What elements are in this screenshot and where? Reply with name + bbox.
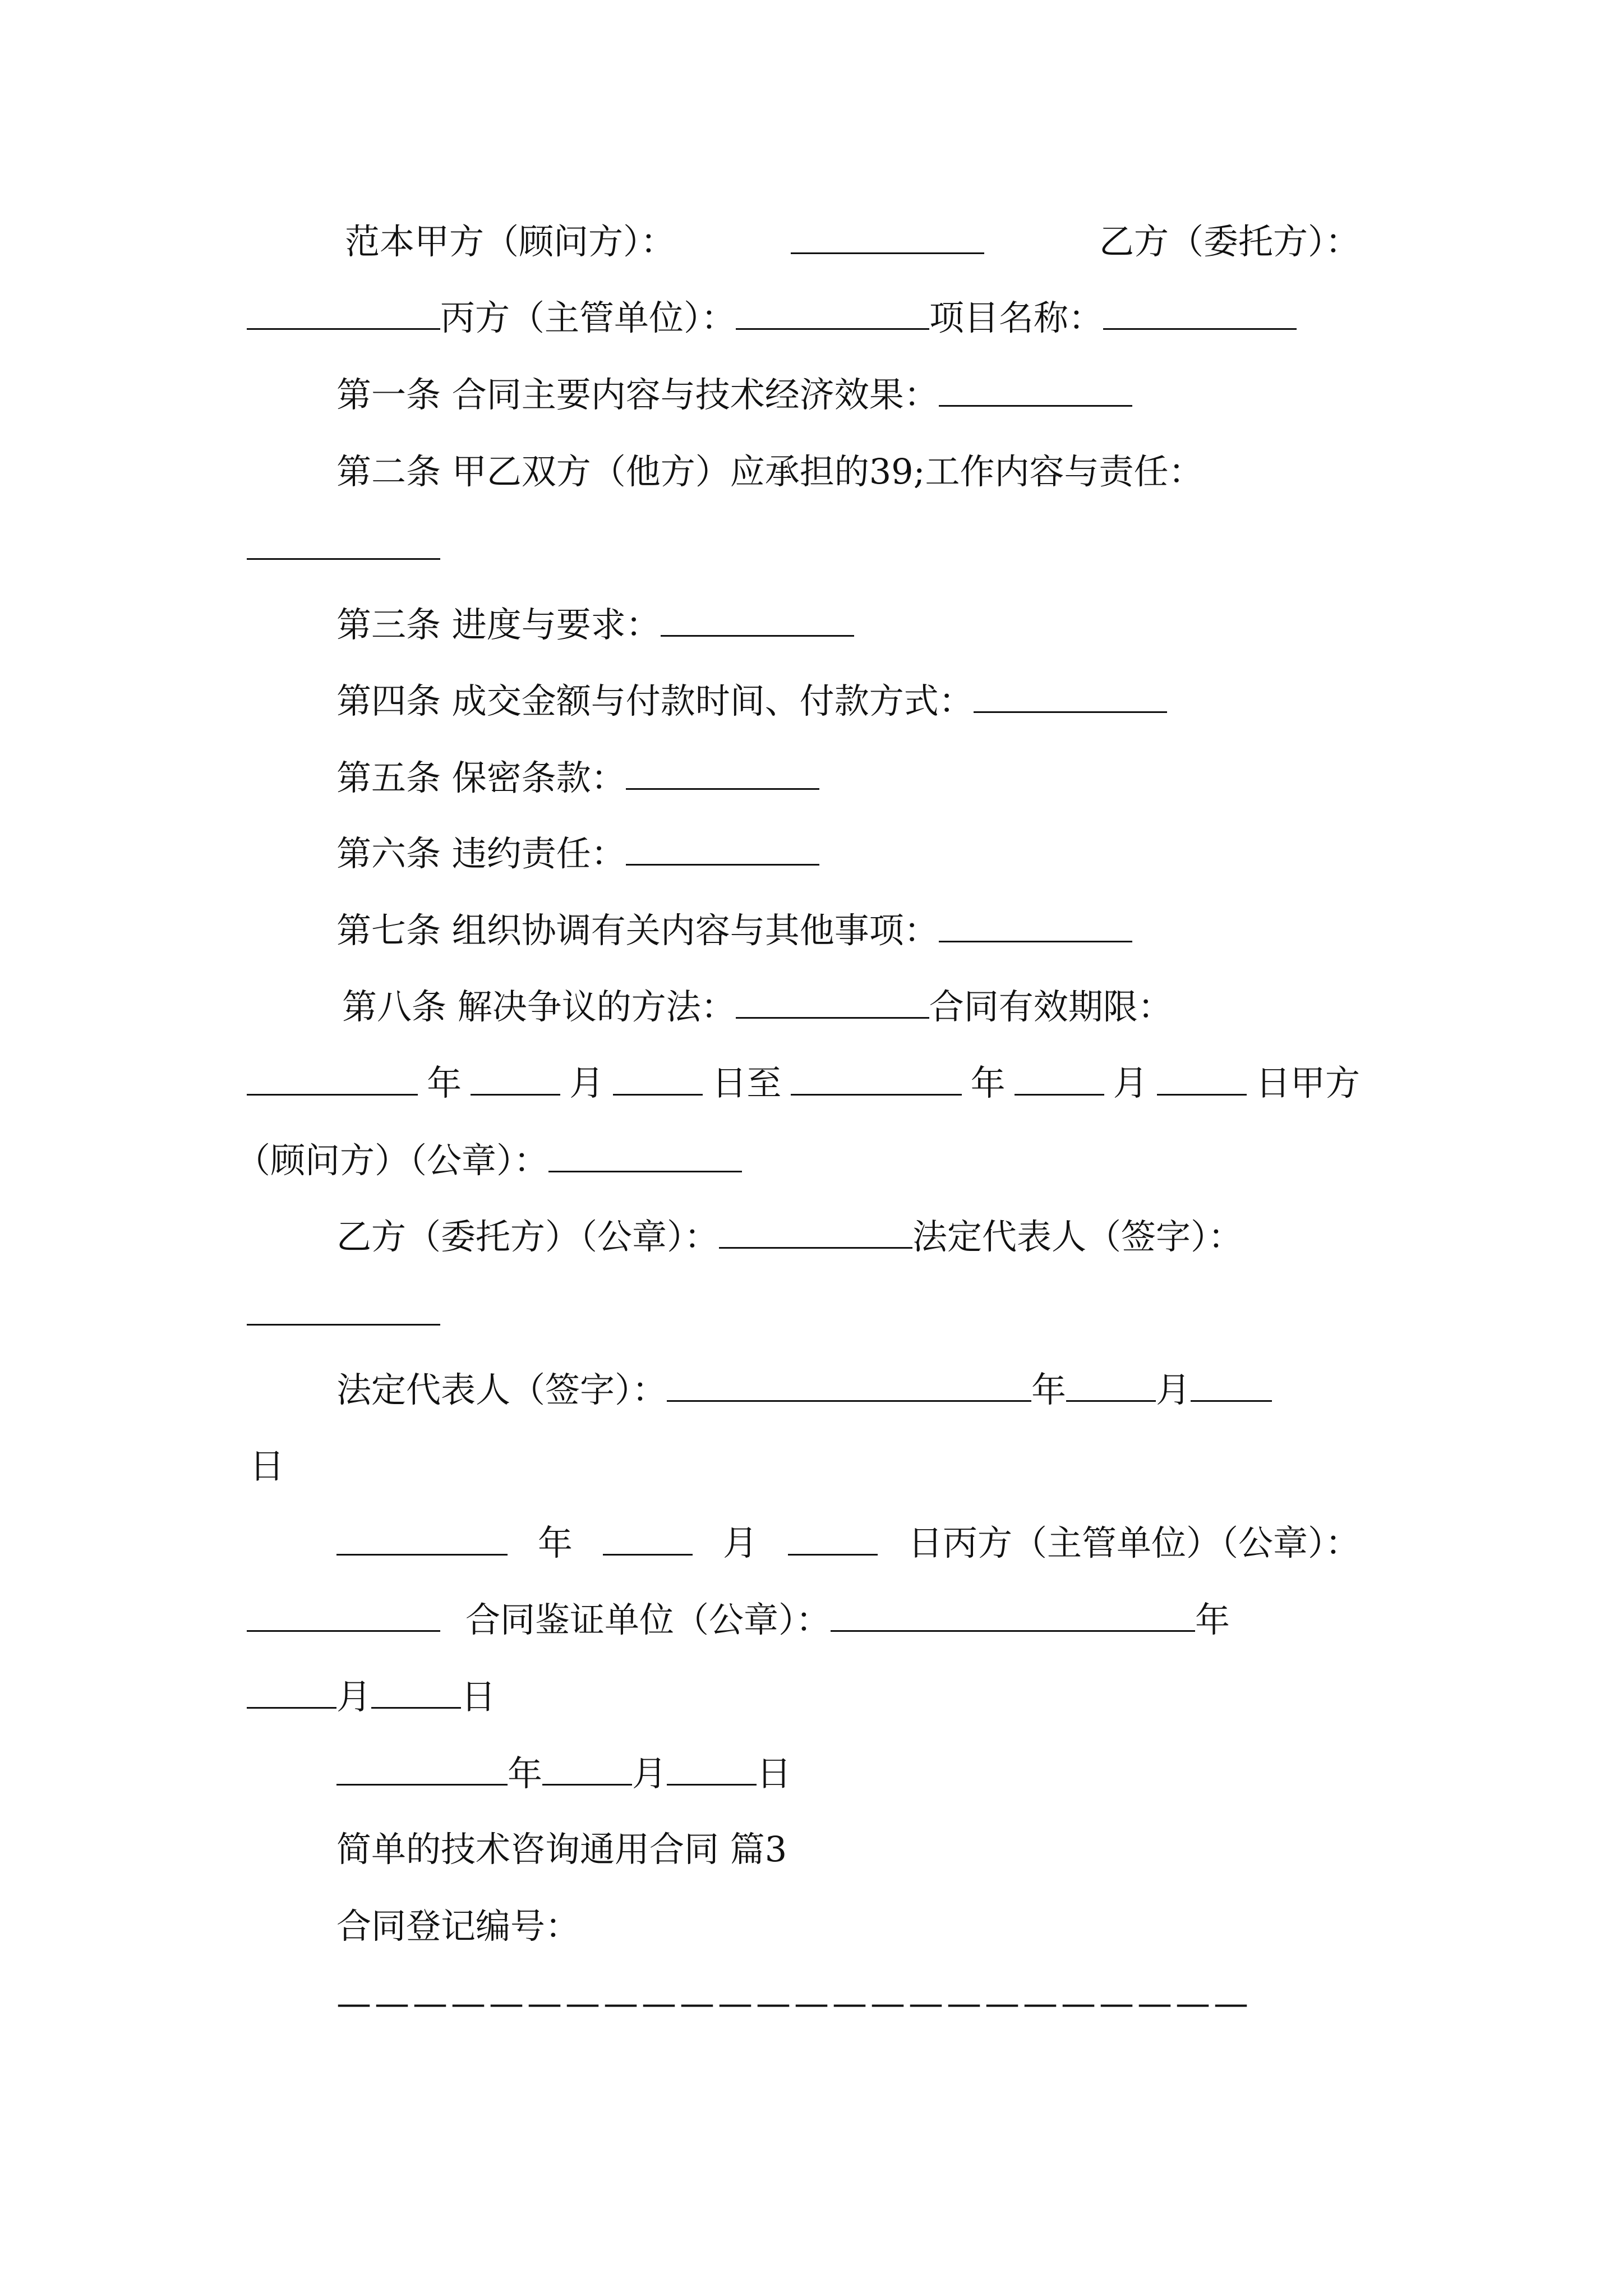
final-date-line — [336, 1753, 792, 1794]
article-7 — [336, 910, 1132, 951]
attestation-day-field[interactable] — [371, 1679, 461, 1709]
article-5 — [336, 757, 819, 798]
article-7-field[interactable] — [939, 913, 1132, 942]
end-day-field[interactable] — [1157, 1066, 1247, 1096]
attestation-month-field[interactable] — [247, 1679, 336, 1709]
article-2-text: 第二条 甲乙双方（他方）应承担的39;工作内容与责任： — [336, 451, 1204, 492]
dash-separator-text: ———————————————————————— — [336, 1986, 1252, 2021]
party-a-field[interactable] — [791, 224, 984, 254]
article-6-text: 第六条 违约责任： — [336, 833, 626, 874]
day-to-label: 日至 — [712, 1062, 782, 1103]
month-label: 月 — [632, 1753, 667, 1794]
day-label: 日 — [757, 1753, 792, 1794]
end-year-field[interactable] — [791, 1066, 962, 1096]
article-1-field[interactable] — [939, 377, 1132, 407]
legal-rep-field-line — [247, 1296, 440, 1331]
month-label: 月 — [569, 1062, 605, 1103]
party-c-field[interactable] — [736, 300, 929, 330]
article-5-field[interactable] — [626, 760, 819, 790]
party-c-label: 丙方（主管单位）： — [440, 297, 736, 338]
article-2 — [336, 451, 1204, 492]
party-b-day-field[interactable] — [788, 1526, 878, 1556]
final-year-field[interactable] — [336, 1756, 508, 1786]
party-b-month-field[interactable] — [603, 1526, 693, 1556]
article-3-field[interactable] — [661, 607, 854, 637]
article-4-text: 第四条 成交金额与付款时间、付款方式： — [336, 680, 974, 721]
party-b-year-field[interactable] — [336, 1526, 508, 1556]
legal-rep-2-field[interactable] — [667, 1372, 1031, 1402]
article-8 — [342, 986, 1173, 1027]
attestation-field[interactable] — [831, 1602, 1195, 1632]
year-label: 年 — [1195, 1599, 1230, 1640]
project-name-field[interactable] — [1103, 300, 1297, 330]
legal-rep-label: 法定代表人（签字）： — [912, 1216, 1243, 1257]
party-a-label: 范本甲方（顾问方）： — [345, 221, 676, 262]
attestation-label: 合同鉴证单位（公章）： — [465, 1599, 831, 1640]
month-label: 月 — [336, 1676, 372, 1717]
final-month-field[interactable] — [542, 1756, 632, 1786]
attestation-line — [247, 1599, 1230, 1640]
start-day-field[interactable] — [613, 1066, 703, 1096]
day-label: 日 — [461, 1676, 496, 1717]
month-label: 月 — [1156, 1369, 1191, 1410]
day-label: 日 — [250, 1446, 285, 1487]
advisor-seal-field[interactable] — [548, 1143, 742, 1172]
supervisor-seal-field[interactable] — [247, 1602, 440, 1632]
client-seal-line — [336, 1216, 1243, 1257]
final-day-field[interactable] — [667, 1756, 757, 1786]
dispute-method-field[interactable] — [736, 989, 929, 1019]
legal-rep-field[interactable] — [247, 1296, 440, 1326]
party-a-line — [345, 221, 1360, 262]
start-year-field[interactable] — [247, 1066, 418, 1096]
section-3-title-text: 简单的技术咨询通用合同 篇3 — [336, 1829, 787, 1870]
article-6 — [336, 833, 819, 874]
article-2-field-line — [247, 530, 440, 565]
month-label: 月 — [722, 1522, 758, 1563]
article-6-field[interactable] — [626, 836, 819, 866]
article-3-text: 第三条 进度与要求： — [336, 604, 661, 645]
sign-day-field[interactable] — [1191, 1372, 1272, 1402]
attestation-date-line — [247, 1676, 496, 1717]
year-label: 年 — [970, 1062, 1006, 1103]
validity-label: 合同有效期限： — [929, 986, 1173, 1027]
end-month-field[interactable] — [1015, 1066, 1104, 1096]
project-name-label: 项目名称： — [929, 297, 1104, 338]
advisor-seal-line — [236, 1140, 742, 1181]
article-1 — [336, 374, 1132, 415]
article-8-text: 第八条 解决争议的方法： — [342, 986, 736, 1027]
day-party-a-label: 日甲方 — [1255, 1062, 1360, 1103]
article-7-text: 第七条 组织协调有关内容与其他事项： — [336, 910, 939, 951]
article-2-field[interactable] — [247, 530, 440, 560]
party-b-label: 乙方（委托方）： — [1099, 221, 1360, 262]
start-month-field[interactable] — [471, 1066, 560, 1096]
article-1-text: 第一条 合同主要内容与技术经济效果： — [336, 374, 939, 415]
article-4 — [336, 680, 1167, 721]
legal-rep-2-line — [336, 1369, 1272, 1410]
supervisor-seal-line — [336, 1522, 1360, 1563]
day-line — [250, 1446, 285, 1487]
legal-rep-2-label: 法定代表人（签字）： — [336, 1369, 667, 1410]
registration-line — [336, 1906, 580, 1947]
validity-dates-line — [247, 1062, 1360, 1103]
year-label: 年 — [537, 1522, 573, 1563]
registration-label: 合同登记编号： — [336, 1906, 580, 1947]
party-b-field[interactable] — [247, 300, 440, 330]
article-3 — [336, 604, 854, 645]
advisor-seal-label: （顾问方）（公章）： — [236, 1140, 549, 1181]
year-label: 年 — [1031, 1369, 1067, 1410]
sign-month-field[interactable] — [1066, 1372, 1156, 1402]
section-3-title — [336, 1829, 787, 1870]
month-label: 月 — [1113, 1062, 1148, 1103]
year-label: 年 — [508, 1753, 543, 1794]
dash-separator — [336, 1986, 1363, 2021]
supervisor-seal-label: 日丙方（主管单位）（公章）： — [907, 1522, 1360, 1563]
client-seal-label: 乙方（委托方）（公章）： — [336, 1216, 720, 1257]
article-4-field[interactable] — [974, 683, 1167, 713]
party-c-line — [247, 297, 1297, 338]
client-seal-field[interactable] — [719, 1219, 912, 1249]
article-5-text: 第五条 保密条款： — [336, 757, 626, 798]
year-label: 年 — [427, 1062, 462, 1103]
